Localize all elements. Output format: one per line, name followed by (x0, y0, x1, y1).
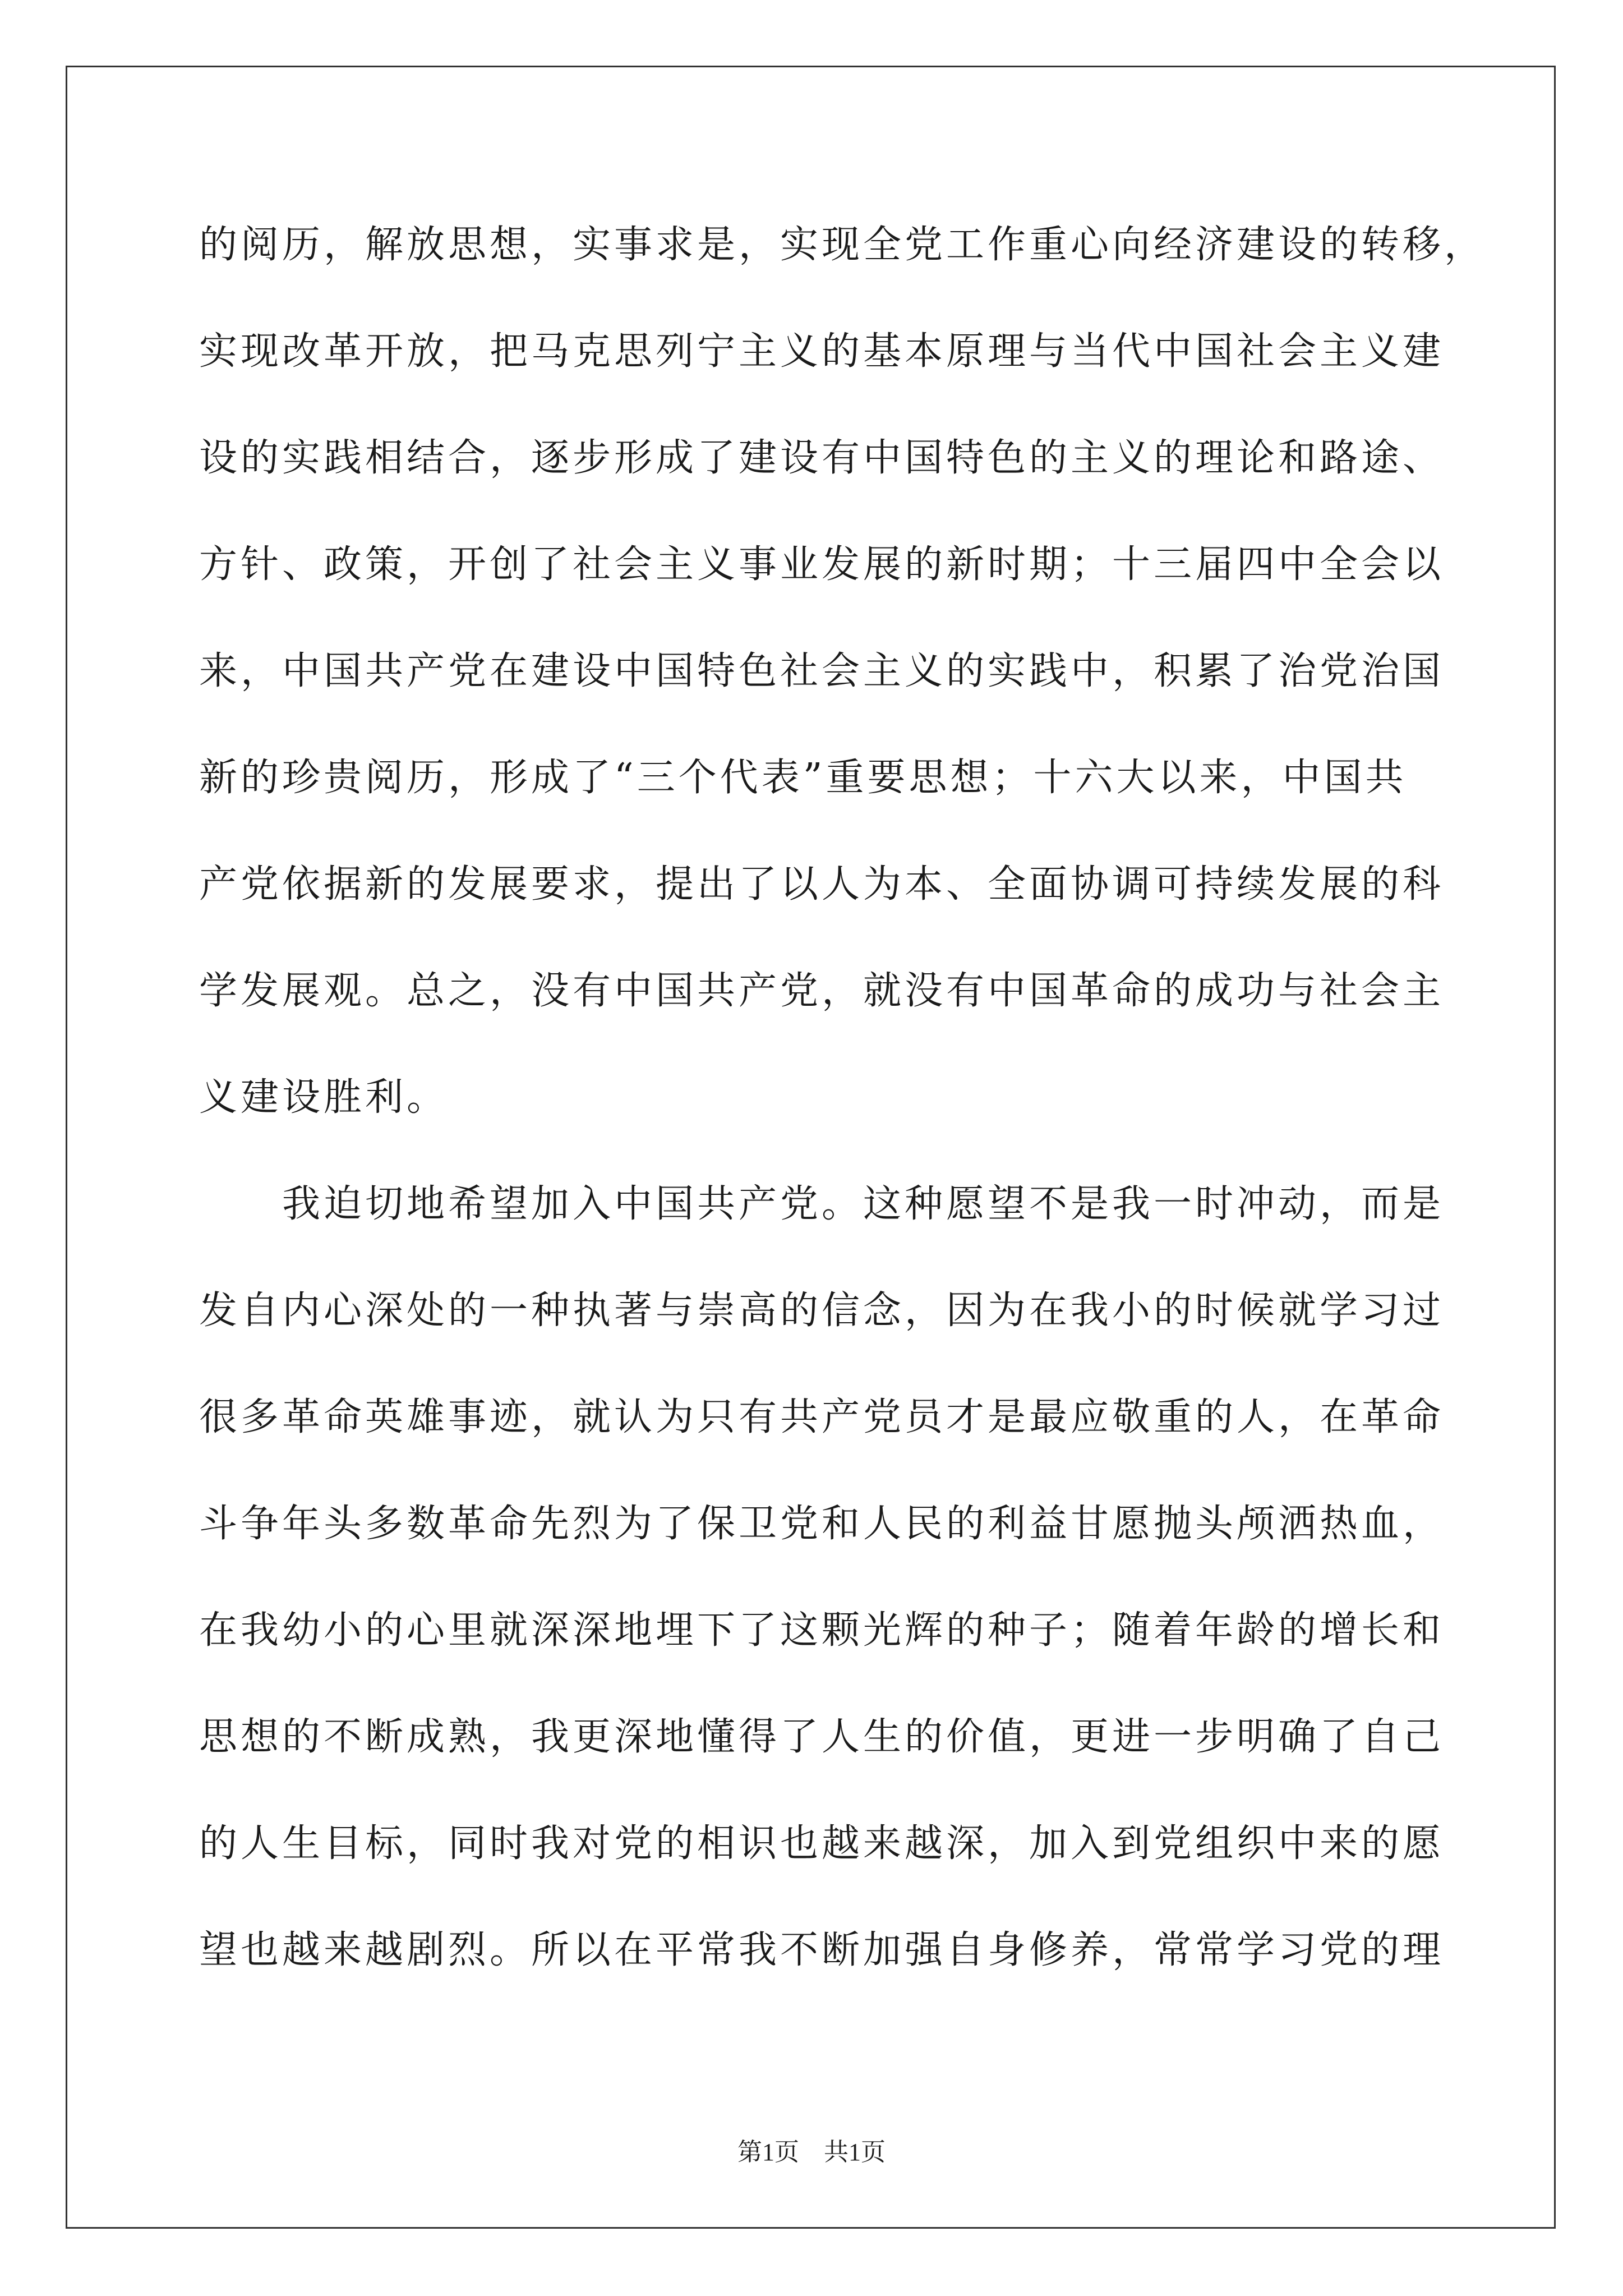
text-line: 很多革命英雄事迹，就认为只有共产党员才是最应敬重的人，在革命 (199, 1395, 1445, 1439)
text-line: 新的珍贵阅历，形成了“三个代表”重要思想；十六大以来，中国共 (199, 756, 1407, 800)
text-line: 方针、政策，开创了社会主义事业发展的新时期；十三届四中全会以 (199, 542, 1445, 587)
text-line: 斗争年头多数革命先烈为了保卫党和人民的利益甘愿抛头颅洒热血， (199, 1502, 1445, 1546)
text-line: 发自内心深处的一种执著与崇高的信念，因为在我小的时候就学习过 (199, 1289, 1445, 1333)
text-line: 产党依据新的发展要求，提出了以人为本、全面协调可持续发展的科 (199, 862, 1445, 907)
text-line: 的人生目标，同时我对党的相识也越来越深，加入到党组织中来的愿 (199, 1821, 1445, 1866)
text-line: 在我幼小的心里就深深地埋下了这颗光辉的种子；随着年龄的增长和 (199, 1608, 1445, 1653)
document-body (199, 192, 1486, 2004)
text-line: 的阅历，解放思想，实事求是，实现全党工作重心向经济建设的转移， (199, 223, 1486, 267)
text-line: 实现改革开放，把马克思列宁主义的基本原理与当代中国社会主义建 (199, 329, 1445, 374)
page-footer: 第1页 共1页 (737, 2138, 886, 2166)
text-line: 来，中国共产党在建设中国特色社会主义的实践中，积累了治党治国 (199, 649, 1445, 693)
text-line: 学发展观。总之，没有中国共产党，就没有中国革命的成功与社会主 (199, 969, 1445, 1013)
text-line: 望也越来越剧烈。所以在平常我不断加强自身修养，常常学习党的理 (199, 1928, 1445, 1972)
text-line: 设的实践相结合，逐步形成了建设有中国特色的主义的理论和路途、 (199, 436, 1445, 480)
text-line: 我迫切地希望加入中国共产党。这种愿望不是我一时冲动，而是 (199, 1182, 1445, 1226)
text-line: 义建设胜利。 (199, 1075, 449, 1120)
text-line: 思想的不断成熟，我更深地懂得了人生的价值，更进一步明确了自己 (199, 1715, 1445, 1759)
